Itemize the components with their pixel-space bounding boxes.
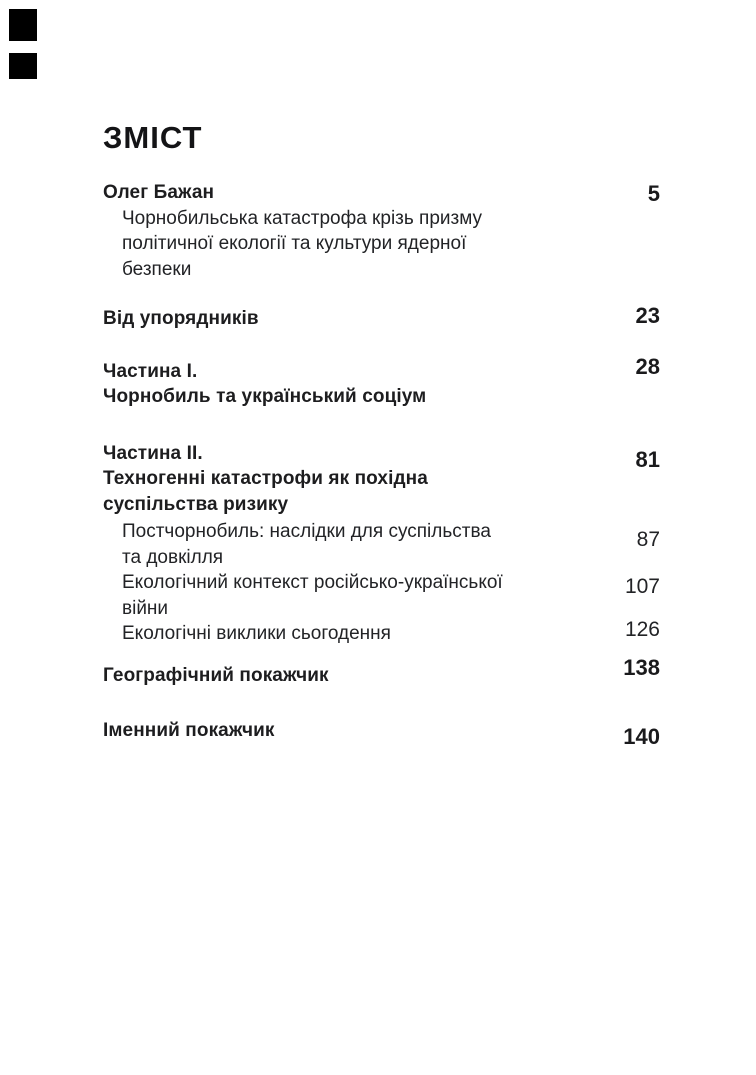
subentry-line: Екологічні виклики сьогодення: [122, 623, 391, 644]
entry-subtitle-line: безпеки: [122, 258, 192, 280]
entry-title-line: Техногенні катастрофи як похідна: [103, 468, 428, 489]
entry-subtitle-line: політичної екології та культури ядерної: [122, 233, 467, 254]
toc-entry-name-index: [103, 718, 660, 749]
subentry-line: та довкілля: [122, 546, 224, 568]
entry-text: [103, 441, 636, 518]
crop-mark-top: [9, 9, 37, 41]
toc-subentry-ecological-context: [103, 570, 660, 621]
page-number: 107: [624, 575, 660, 598]
page-number: 140: [623, 724, 660, 749]
page-number: 87: [636, 528, 660, 551]
entry-text: [103, 621, 625, 647]
entry-title-line: Від упорядників: [103, 308, 259, 329]
toc-entry-oleh-bazhan: [103, 180, 660, 282]
entry-title-line: Чорнобиль та український соціум: [103, 386, 427, 407]
entry-text: [103, 663, 623, 689]
entry-title-line: Олег Бажан: [103, 182, 215, 203]
toc-entry-geographic-index: [103, 654, 660, 689]
toc-entry-part-2-group: [103, 441, 660, 647]
toc-entry-part-2: [103, 441, 660, 518]
toc-subentries: [103, 519, 660, 647]
entry-title-line: Іменний покажчик: [103, 720, 275, 741]
toc-content: [103, 0, 660, 749]
entry-title-line: Географічний покажчик: [103, 664, 329, 686]
subentry-line: Постчорнобиль: наслідки для суспільства: [122, 521, 491, 542]
page-number: 23: [635, 303, 660, 328]
entry-text: [103, 180, 648, 282]
entry-title-line: Частина II.: [103, 442, 203, 464]
page-number: 28: [635, 353, 660, 379]
toc-subentry-postchornobyl: [103, 519, 660, 570]
entry-title-line: Частина I.: [103, 360, 198, 382]
entry-text: [103, 306, 636, 332]
subentry-line: Екологічний контекст російсько-української: [122, 572, 503, 593]
page-number: 138: [623, 654, 660, 680]
page-number: 126: [624, 618, 660, 641]
crop-mark-bottom: [9, 53, 37, 79]
page-number: 5: [647, 181, 660, 206]
entry-text: [103, 570, 625, 621]
entry-title-line: суспільства ризику: [103, 493, 289, 515]
entry-text: [103, 359, 636, 410]
entry-text: [103, 519, 637, 570]
toc-subentry-ecological-challenges: [103, 618, 660, 647]
subentry-line: війни: [122, 597, 169, 619]
toc-entry-part-1: [103, 353, 660, 410]
page-number: 81: [635, 446, 660, 472]
toc-entry-vid-uporiadnykiv: [103, 303, 660, 332]
page-title: ЗМІСТ: [103, 120, 203, 155]
entry-text: [103, 718, 623, 744]
entry-subtitle-line: Чорнобильська катастрофа крізь призму: [122, 207, 483, 229]
